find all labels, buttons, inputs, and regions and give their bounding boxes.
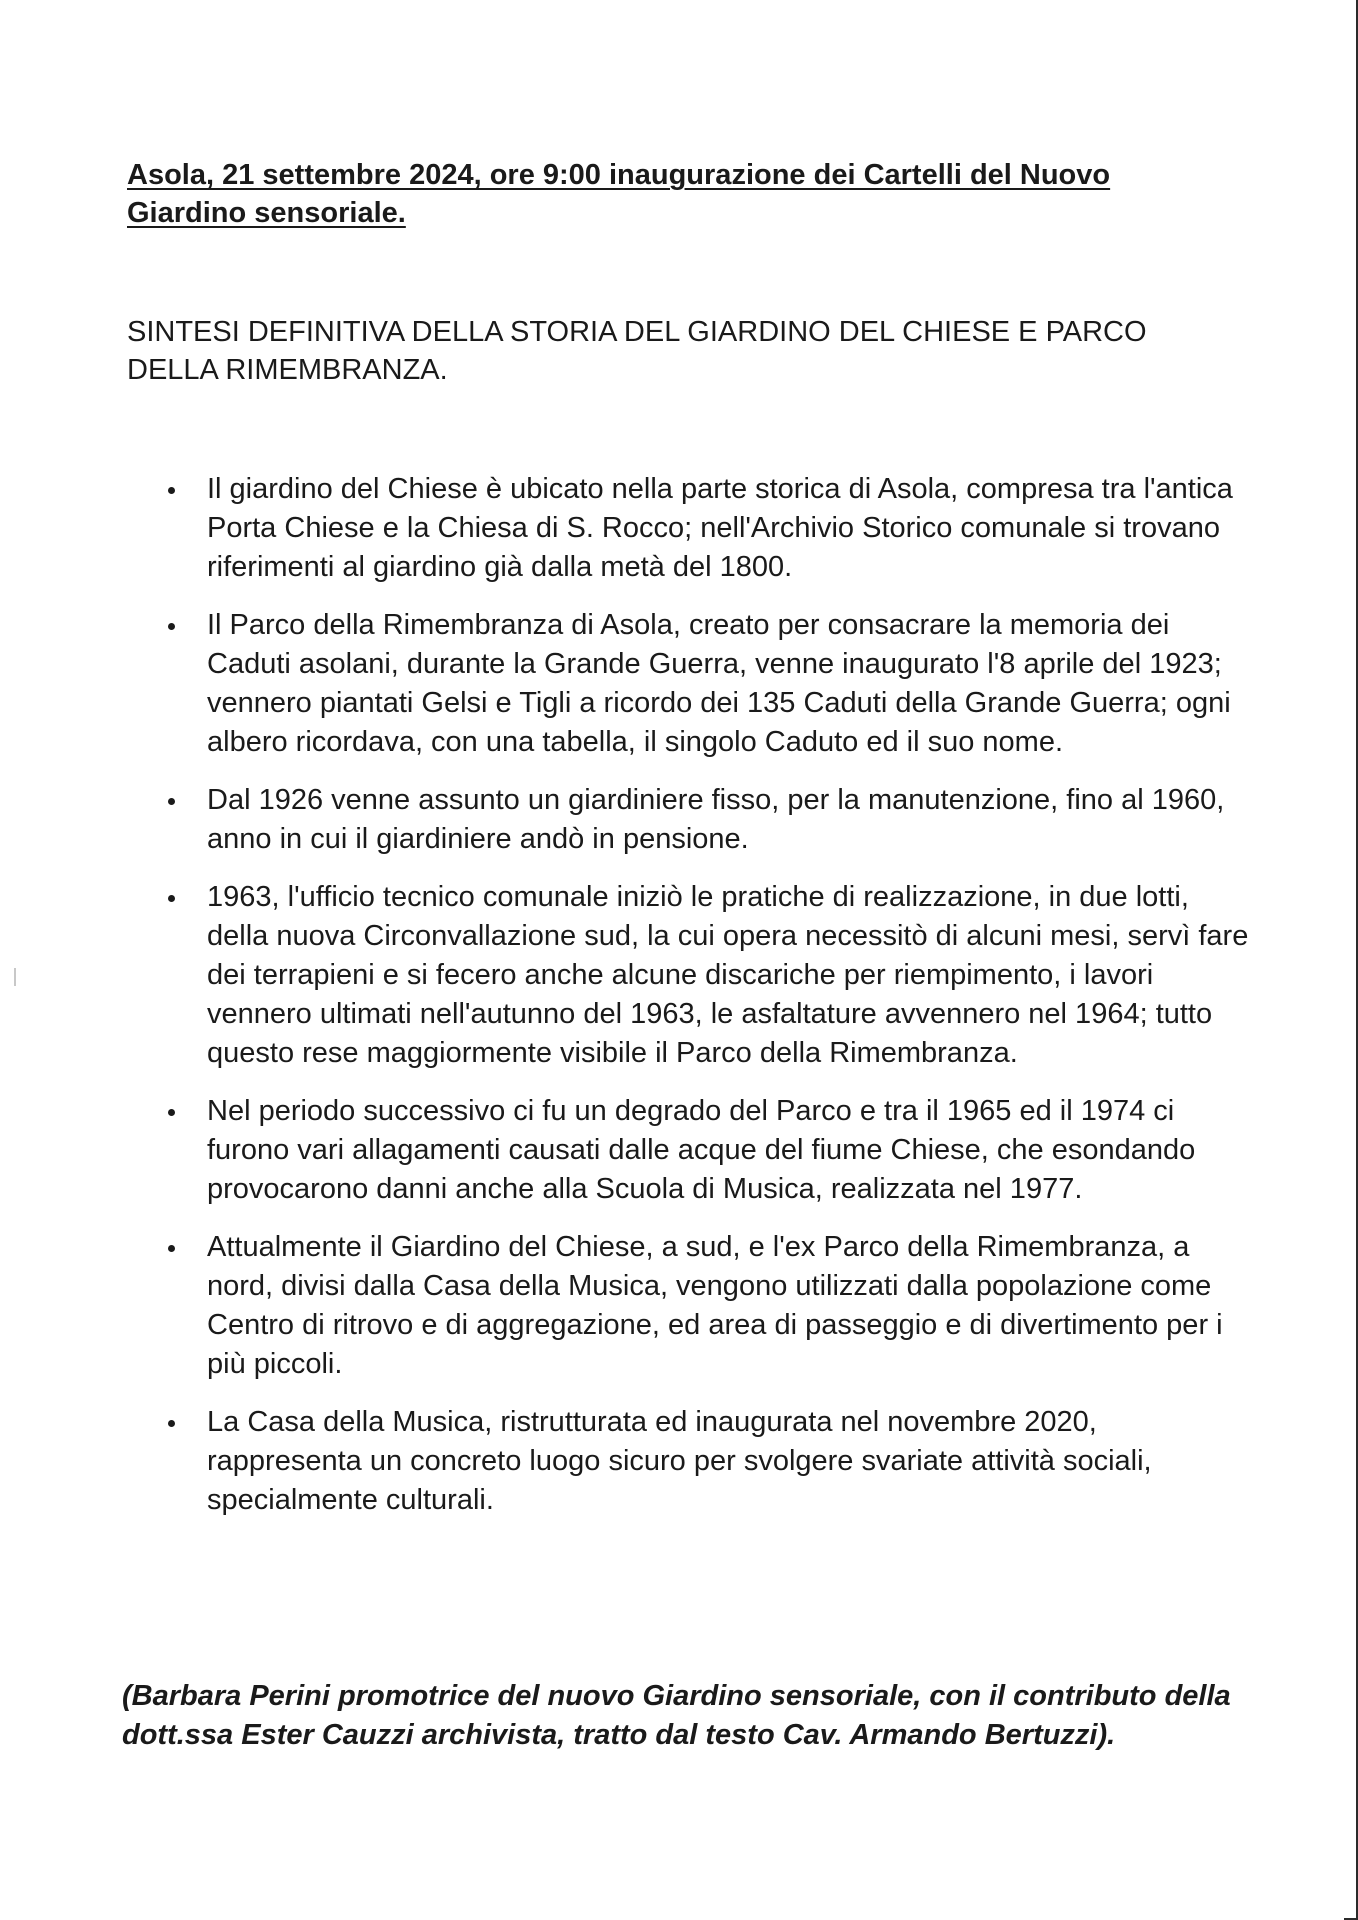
history-bullet-list xyxy=(0,470,1358,1539)
list-item-text: Il Parco della Rimembranza di Asola, creato per consacrare la memoria dei Caduti asolani, durante la Grande Guerra, venne inaugurato l'8 aprile del 1923; vennero piantati Gelsi e Tigli a ricordo dei 135 Caduti della Grande Guerra; ogni albero ricordava, con una tabella, il singolo Caduto ed il suo nome. xyxy=(207,609,1231,758)
document-heading: Asola, 21 settembre 2024, ore 9:00 inaugurazione dei Cartelli del Nuovo Giardino sensoriale. xyxy=(127,159,1111,229)
list-item xyxy=(0,1228,1358,1384)
bullet-icon xyxy=(168,1109,175,1116)
scan-speck xyxy=(14,968,16,986)
bullet-icon xyxy=(168,1245,175,1252)
list-item-text: La Casa della Musica, ristrutturata ed inaugurata nel novembre 2020, rappresenta un concreto luogo sicuro per svolgere svariate attività sociali, specialmente culturali. xyxy=(207,1406,1152,1516)
list-item-text: Nel periodo successivo ci fu un degrado del Parco e tra il 1965 ed il 1974 ci furono vari allagamenti causati dalle acque del fiume Chiese, che esondando provocarono danni anche alla Scuola di Musica, realizzata nel 1977. xyxy=(207,1095,1196,1205)
bullet-icon xyxy=(168,895,175,902)
list-item xyxy=(0,1403,1358,1520)
list-item-text: Il giardino del Chiese è ubicato nella parte storica di Asola, compresa tra l'antica Porta Chiese e la Chiesa di S. Rocco; nell'Archivio Storico comunale si trovano riferimenti al giardino già dalla metà del 1800. xyxy=(207,473,1233,583)
document-credit: (Barbara Perini promotrice del nuovo Giardino sensoriale, con il contributo della dott.ssa Ester Cauzzi archivista, tratto dal testo Cav. Armando Bertuzzi). xyxy=(122,1680,1231,1751)
bullet-icon xyxy=(168,798,175,805)
list-item-text: Dal 1926 venne assunto un giardiniere fisso, per la manutenzione, fino al 1960, anno in cui il giardiniere andò in pensione. xyxy=(207,784,1225,855)
document-subtitle: SINTESI DEFINITIVA DELLA STORIA DEL GIARDINO DEL CHIESE E PARCO DELLA RIMEMBRANZA. xyxy=(127,316,1147,386)
bullet-icon xyxy=(168,623,175,630)
bullet-icon xyxy=(168,1420,175,1427)
list-item-text: 1963, l'ufficio tecnico comunale iniziò le pratiche di realizzazione, in due lotti, della nuova Circonvallazione sud, la cui opera necessitò di alcuni mesi, servì fare dei terrapieni e si fecero anche alcune discariche per riempimento, i lavori vennero ultimati nell'autunno del 1963, le asfaltature avvennero nel 1964; tutto questo rese maggiormente visibile il Parco della Rimembranza. xyxy=(207,881,1249,1069)
list-item xyxy=(0,781,1358,859)
list-item xyxy=(0,1092,1358,1209)
bullet-icon xyxy=(168,487,175,494)
list-item xyxy=(0,470,1358,587)
list-item xyxy=(0,606,1358,762)
list-item xyxy=(0,878,1358,1073)
list-item-text: Attualmente il Giardino del Chiese, a sud, e l'ex Parco della Rimembranza, a nord, divisi dalla Casa della Musica, vengono utilizzati dalla popolazione come Centro di ritrovo e di aggregazione, ed area di passeggio e di divertimento per i più piccoli. xyxy=(207,1231,1223,1380)
